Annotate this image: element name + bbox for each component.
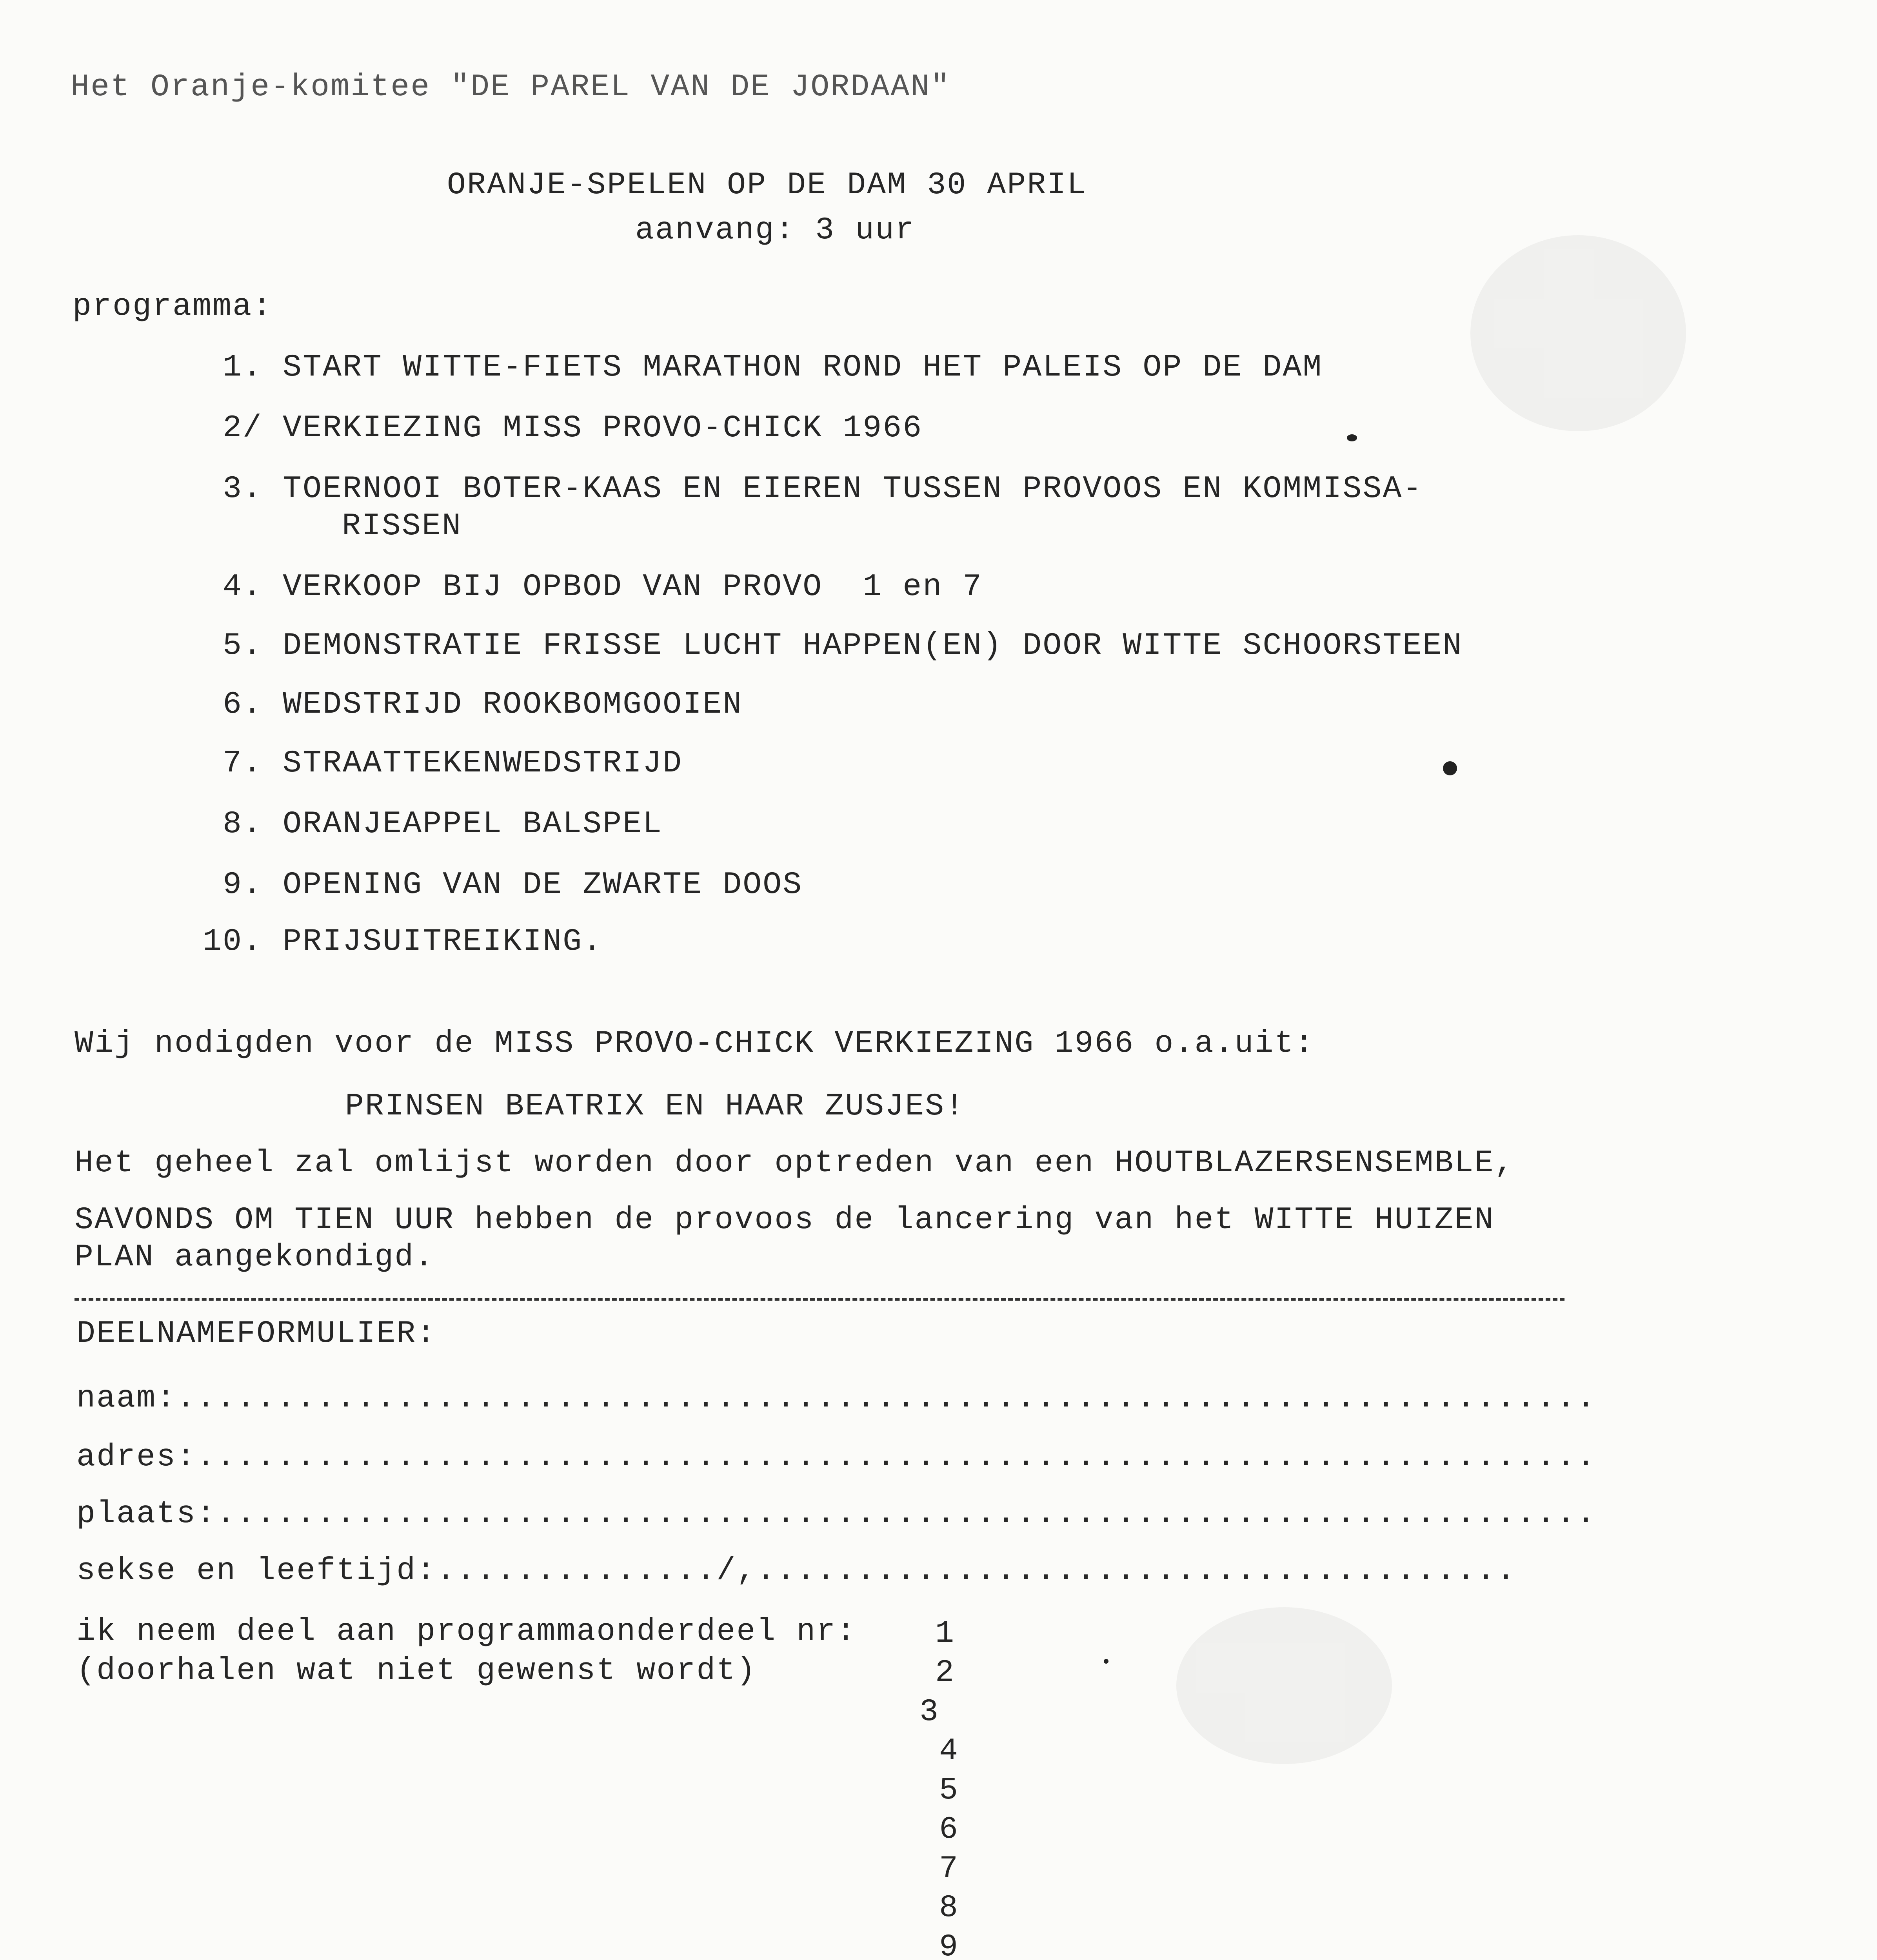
item-number: 7. <box>222 746 263 781</box>
item-number: 4. <box>222 569 263 605</box>
program-number-option[interactable]: 7 <box>939 1851 959 1887</box>
start-time: aanvang: 3 uur <box>635 212 916 248</box>
ink-speck <box>1347 434 1357 441</box>
program-number-option[interactable]: 4 <box>939 1733 959 1769</box>
invitation-line: Wij nodigden voor de MISS PROVO-CHICK VERKIEZING 1966 o.a.uit: <box>74 1026 1315 1062</box>
program-item <box>184 568 983 606</box>
item-text: VERKOOP BIJ OPBOD VAN PROVO 1 en 7 <box>283 569 983 605</box>
item-text: PRIJSUITREIKING. <box>283 924 603 960</box>
item-number: 1. <box>222 350 263 385</box>
item-number: 3. <box>222 471 263 507</box>
program-number-option[interactable]: 8 <box>939 1890 959 1926</box>
ensemble-line: Het geheel zal omlijst worden door optreden van een HOUTBLAZERSENSEMBLE, <box>74 1145 1515 1181</box>
item-number: 8. <box>222 806 263 842</box>
form-field-plaats[interactable] <box>76 1495 1597 1533</box>
field-dots: ............../,...................................... <box>436 1553 1517 1589</box>
program-number-option[interactable]: 3 <box>919 1694 940 1730</box>
strike-note: (doorhalen wat niet gewenst wordt) <box>76 1653 757 1689</box>
dashed-divider <box>74 1298 1564 1301</box>
program-item-continuation: RISSEN <box>342 508 462 544</box>
field-dots: ...................................................................... <box>196 1439 1597 1475</box>
item-number: 9. <box>222 867 263 903</box>
program-item <box>184 349 1323 387</box>
item-text: VERKIEZING MISS PROVO-CHICK 1966 <box>283 410 923 446</box>
program-number-option[interactable]: 1 <box>935 1616 956 1651</box>
evening-line: SAVONDS OM TIEN UUR hebben de provoos de lancering van het WITTE HUIZEN <box>74 1202 1495 1238</box>
item-number: 5. <box>222 628 263 664</box>
program-number-option[interactable]: 9 <box>939 1929 959 1960</box>
item-text: DEMONSTRATIE FRISSE LUCHT HAPPEN(EN) DOOR WITTE SCHOORSTEEN <box>283 628 1463 664</box>
ink-speck <box>1104 1659 1108 1664</box>
program-number-option[interactable]: 6 <box>939 1812 959 1847</box>
form-field-naam[interactable] <box>76 1380 1597 1417</box>
ink-speck <box>1443 761 1457 775</box>
committee-line: Het Oranje-komitee "DE PAREL VAN DE JORDAAN" <box>71 69 951 105</box>
program-item <box>184 410 923 447</box>
form-title: DEELNAMEFORMULIER: <box>76 1316 437 1352</box>
item-number: 10. <box>202 924 263 960</box>
bleed-through-smudge <box>1470 235 1686 431</box>
item-text: WEDSTRIJD ROOKBOMGOOIEN <box>283 687 743 722</box>
program-item <box>184 866 803 904</box>
field-dots: ....................................................................... <box>176 1381 1597 1416</box>
form-field-sekse-leeftijd[interactable] <box>76 1552 1517 1590</box>
item-text: START WITTE-FIETS MARATHON ROND HET PALEIS OP DE DAM <box>283 350 1323 385</box>
item-text: OPENING VAN DE ZWARTE DOOS <box>283 867 803 903</box>
field-label: sekse en leeftijd: <box>76 1553 437 1589</box>
program-item <box>184 806 663 843</box>
invitation-guests: PRINSEN BEATRIX EN HAAR ZUSJES! <box>345 1089 965 1124</box>
item-text: ORANJEAPPEL BALSPEL <box>283 806 663 842</box>
field-label: adres: <box>76 1439 197 1475</box>
field-label: plaats: <box>76 1496 217 1532</box>
program-number-option[interactable]: 5 <box>939 1773 959 1808</box>
bleed-through-smudge <box>1176 1607 1392 1764</box>
program-item <box>184 745 683 782</box>
program-item <box>184 627 1463 665</box>
participation-line: ik neem deel aan programmaonderdeel nr: <box>76 1614 857 1650</box>
field-dots: ..................................................................... <box>216 1496 1597 1532</box>
programma-label: programma: <box>73 289 273 325</box>
program-item <box>184 923 603 961</box>
program-item <box>184 686 743 724</box>
item-number: 2/ <box>222 410 263 446</box>
item-number: 6. <box>222 687 263 722</box>
evening-line-continued: PLAN aangekondigd. <box>74 1240 435 1275</box>
item-text: STRAATTEKENWEDSTRIJD <box>283 746 683 781</box>
event-title: ORANJE-SPELEN OP DE DAM 30 APRIL <box>447 167 1087 203</box>
program-number-option[interactable]: 2 <box>935 1655 956 1691</box>
item-text: TOERNOOI BOTER-KAAS EN EIEREN TUSSEN PROVOOS EN KOMMISSA- <box>283 471 1423 507</box>
field-label: naam: <box>76 1381 177 1416</box>
program-item <box>184 470 1423 508</box>
form-field-adres[interactable] <box>76 1439 1597 1476</box>
